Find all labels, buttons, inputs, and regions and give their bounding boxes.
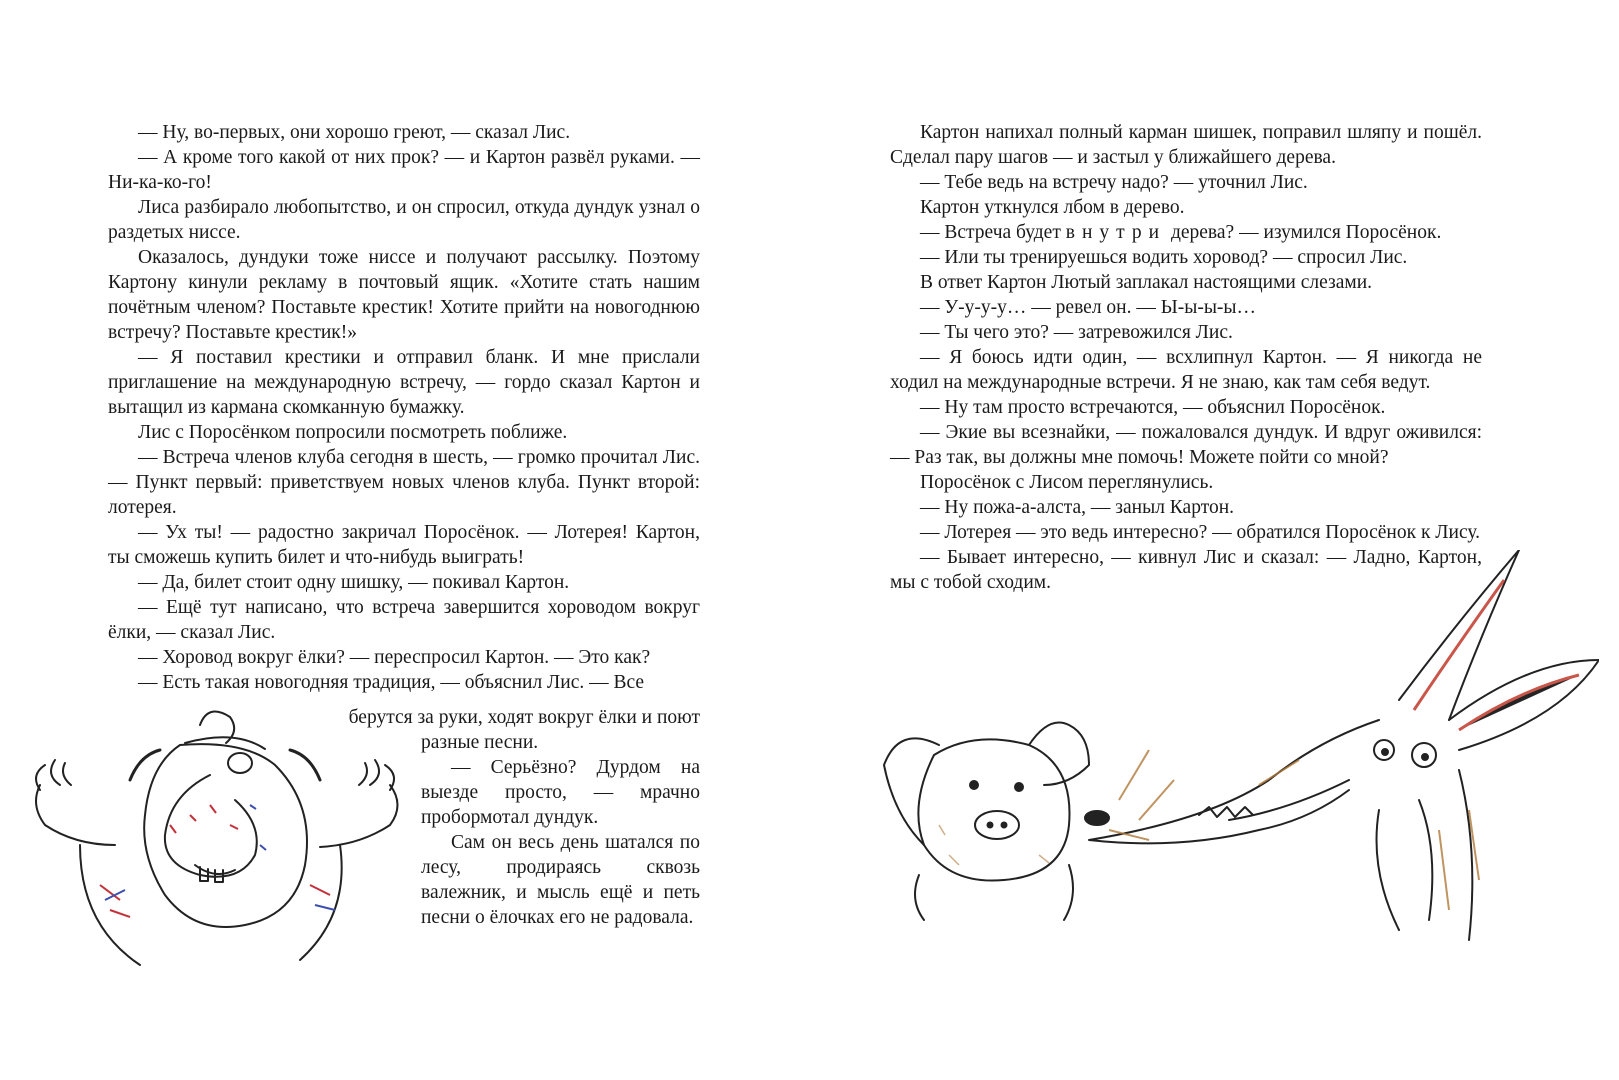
right-text-column bbox=[890, 120, 1482, 595]
paragraph-continuation: разные песни. bbox=[421, 732, 539, 753]
paragraph: Картон напихал полный карман шишек, поправил шляпу и пошёл. Сделал пару шагов — и застыл у ближайшего дерева. bbox=[890, 122, 1482, 168]
paragraph: — Ну, во-первых, они хорошо греют, — сказал Лис. bbox=[138, 122, 571, 143]
paragraph: — Бывает интересно, — кивнул Лис и сказал: — Ладно, Картон, мы с тобой сходим. bbox=[890, 547, 1482, 593]
left-page bbox=[0, 0, 809, 1080]
left-text-wrap-2 bbox=[421, 730, 700, 930]
paragraph: — У-у-у-у… — ревел он. — Ы-ы-ы-ы… bbox=[920, 297, 1257, 318]
paragraph: В ответ Картон Лютый заплакал настоящими слезами. bbox=[920, 272, 1373, 293]
paragraph: Оказалось, дундуки тоже ниссе и получают рассылку. Поэтому Картону кинули рекламу в почтовый ящик. «Хотите стать нашим почётным членом? Поставьте крестик! Хотите прийти на новогоднюю встречу? Поставьте крестик!» bbox=[108, 247, 700, 343]
paragraph: — Хоровод вокруг ёлки? — переспросил Картон. — Это как? bbox=[138, 647, 651, 668]
paragraph-part: — Встреча будет bbox=[920, 222, 1061, 243]
paragraph: — Я боюсь идти один, — всхлипнул Картон. — Я никогда не ходил на международные встречи. Я не знаю, как там себя ведут. bbox=[890, 347, 1482, 393]
paragraph: — Серьёзно? Дурдом на выезде просто, — мрачно пробормотал дундук. bbox=[421, 757, 700, 828]
paragraph: Картон уткнулся лбом в дерево. bbox=[920, 197, 1185, 218]
fox-illustration bbox=[1079, 550, 1599, 960]
right-page bbox=[809, 0, 1619, 1080]
paragraph: — Экие вы всезнайки, — пожаловался дундук. И вдруг оживился: — Раз так, вы должны мне помочь! Можете пойти со мной? bbox=[890, 422, 1482, 468]
paragraph: — Ну там просто встречаются, — объяснил Поросёнок. bbox=[920, 397, 1386, 418]
paragraph: Сам он весь день шатался по лесу, продираясь сквозь валежник, и мысль ещё и петь песни о ёлочках его не радовала. bbox=[421, 832, 700, 928]
paragraph: — Ух ты! — радостно закричал Поросёнок. — Лотерея! Картон, ты сможешь купить билет и что-нибудь выиграть! bbox=[108, 522, 700, 568]
paragraph: — Я поставил крестики и отправил бланк. И мне прислали приглашение на международную встречу, — гордо сказал Картон и вытащил из кармана скомканную бумажку. bbox=[108, 347, 700, 418]
paragraph: Поросёнок с Лисом переглянулись. bbox=[920, 472, 1214, 493]
paragraph: — Встреча членов клуба сегодня в шесть, — громко прочитал Лис. — Пункт первый: приветствуем новых членов клуба. Пункт второй: лотерея. bbox=[108, 447, 700, 518]
paragraph: — Ты чего это? — затревожился Лис. bbox=[920, 322, 1233, 343]
paragraph: — Тебе ведь на встречу надо? — уточнил Лис. bbox=[920, 172, 1308, 193]
paragraph: — Есть такая новогодняя традиция, — объяснил Лис. — Все bbox=[138, 672, 645, 693]
paragraph: — Лотерея — это ведь интересно? — обратился Поросёнок к Лису. bbox=[920, 522, 1481, 543]
paragraph: — Да, билет стоит одну шишку, — покивал Картон. bbox=[138, 572, 570, 593]
paragraph bbox=[890, 220, 1482, 245]
left-text-column bbox=[108, 120, 700, 695]
paragraph-part: дерева? — изумился Поросёнок. bbox=[1170, 222, 1442, 243]
paragraph: — Или ты тренируешься водить хоровод? — спросил Лис. bbox=[920, 247, 1408, 268]
paragraph: Лиса разбирало любопытство, и он спросил, откуда дундук узнал о раздетых ниссе. bbox=[108, 197, 700, 243]
paragraph: Лис с Поросёнком попросили посмотреть поближе. bbox=[138, 422, 568, 443]
paragraph: — Ну пожа-а-алста, — заныл Картон. bbox=[920, 497, 1235, 518]
spaced-word: внутри bbox=[1065, 222, 1167, 243]
paragraph: — А кроме того какой от них прок? — и Картон развёл руками. — Ни-ка-ко-го! bbox=[108, 147, 700, 193]
paragraph: — Ещё тут написано, что встреча завершится хороводом вокруг ёлки, — сказал Лис. bbox=[108, 597, 700, 643]
paragraph-continuation: берутся за руки, ходят вокруг ёлки и поют bbox=[348, 707, 700, 728]
dunduk-illustration bbox=[10, 705, 430, 1005]
